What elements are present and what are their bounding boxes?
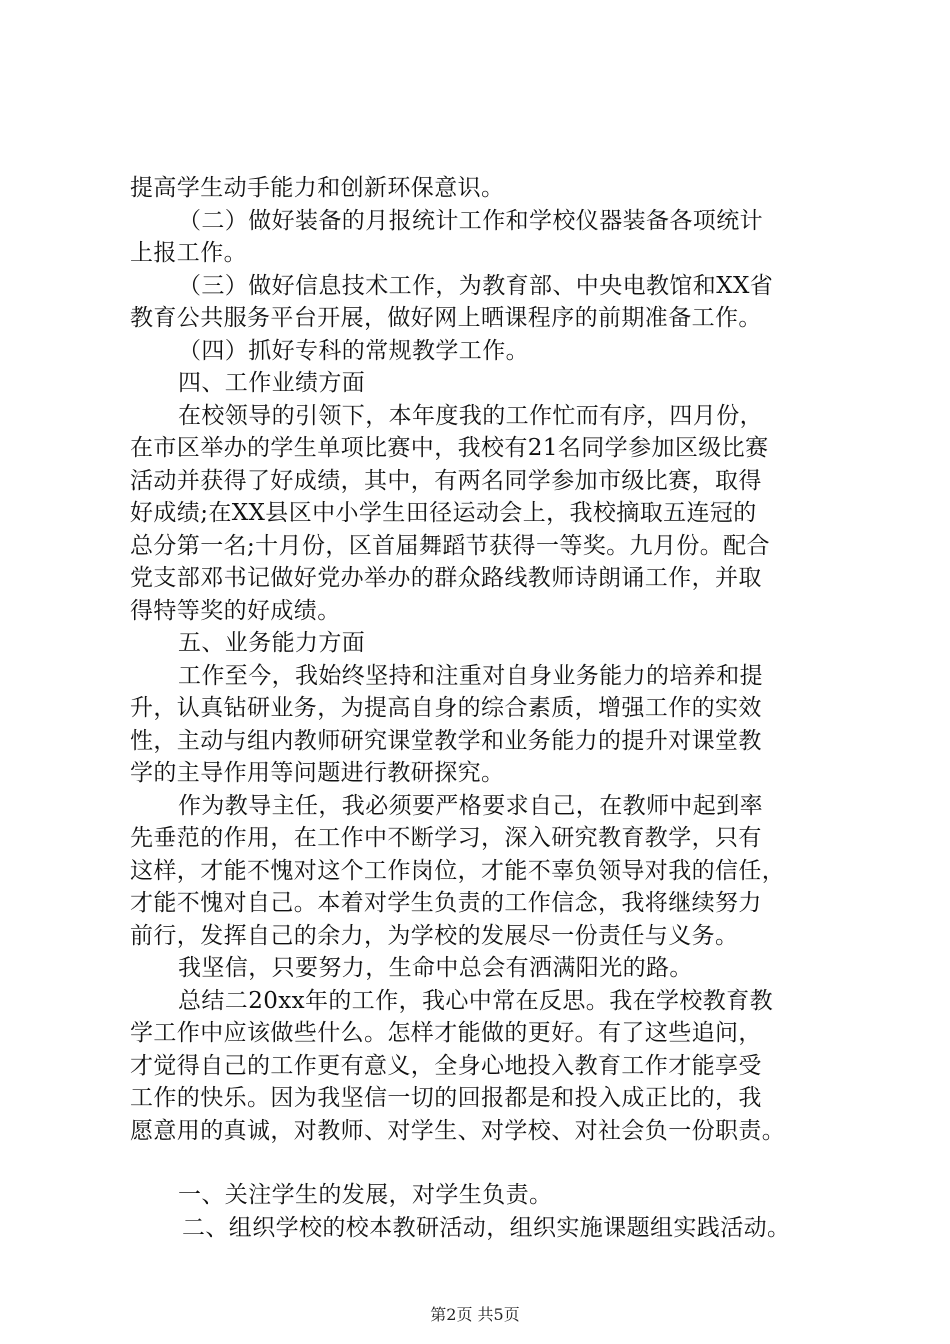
text-line: （二）做好装备的月报统计工作和学校仪器装备各项统计 xyxy=(178,207,763,234)
text-line: 学的主导作用等问题进行教研探究。 xyxy=(130,760,505,786)
text-line: 总分第一名;十月份，区首届舞蹈节获得一等奖。九月份。配合 xyxy=(130,532,770,559)
text-line: 四、工作业绩方面 xyxy=(178,370,366,396)
text-line: 总结二20xx年的工作，我心中常在反思。我在学校教育教 xyxy=(178,987,774,1014)
text-line: 升，认真钻研业务，为提高自身的综合素质，增强工作的实效 xyxy=(130,695,762,721)
list-item-one: 一、关注学生的发展，对学生负责。 xyxy=(178,1182,553,1208)
text-line: 党支部邓书记做好党办举办的群众路线教师诗朗诵工作，并取 xyxy=(130,565,762,591)
page-number: 第2页 共5页 xyxy=(430,1305,520,1324)
text-line: 教育公共服务平台开展，做好网上晒课程序的前期准备工作。 xyxy=(130,305,762,331)
text-line: 上报工作。 xyxy=(130,240,247,266)
text-line: 我坚信，只要努力，生命中总会有洒满阳光的路。 xyxy=(178,955,693,981)
text-line: 性，主动与组内教师研究课堂教学和业务能力的提升对课堂教 xyxy=(130,727,762,754)
text-line: 工作的快乐。因为我坚信一切的回报都是和投入成正比的，我 xyxy=(130,1085,762,1111)
blank-line xyxy=(130,1147,855,1179)
text-line: 愿意用的真诚，对教师、对学生、对学校、对社会负一份职责。 xyxy=(130,1117,786,1144)
text-line: 得特等奖的好成绩。 xyxy=(130,597,341,624)
text-line: 作为教导主任，我必须要严格要求自己，在教师中起到率 xyxy=(178,792,763,819)
text-line: （四）抓好专科的常规教学工作。 xyxy=(178,337,529,364)
text-line: 这样，才能不愧对这个工作岗位，才能不辜负领导对我的信任， xyxy=(130,857,786,884)
text-line: 才能不愧对自己。本着对学生负责的工作信念，我将继续努力 xyxy=(130,890,762,916)
text-line: 提高学生动手能力和创新环保意识。 xyxy=(130,175,505,201)
text-line: 在市区举办的学生单项比赛中，我校有21名同学参加区级比赛 xyxy=(130,435,769,461)
text-line: 才觉得自己的工作更有意义，全身心地投入教育工作才能享受 xyxy=(130,1052,762,1079)
text-line: 五、业务能力方面 xyxy=(178,630,366,656)
text-line: 活动并获得了好成绩，其中，有两名同学参加市级比赛，取得 xyxy=(130,467,762,494)
text-line: 好成绩;在XX县区中小学生田径运动会上，我校摘取五连冠的 xyxy=(130,500,757,526)
list-item-two: 二、组织学校的校本教研活动，组织实施课题组实践活动。 xyxy=(182,1214,791,1241)
text-line: （三）做好信息技术工作，为教育部、中央电教馆和XX省 xyxy=(178,272,774,299)
paragraph-block xyxy=(130,172,855,1147)
text-line: 学工作中应该做些什么。怎样才能做的更好。有了这些追问， xyxy=(130,1020,762,1046)
text-line: 在校领导的引领下，本年度我的工作忙而有序，四月份， xyxy=(178,402,763,429)
text-line: 工作至今，我始终坚持和注重对自身业务能力的培养和提 xyxy=(178,662,763,689)
text-line: 先垂范的作用，在工作中不断学习，深入研究教育教学，只有 xyxy=(130,825,762,851)
text-line: 前行，发挥自己的余力，为学校的发展尽一份责任与义务。 xyxy=(130,922,739,949)
document-body xyxy=(130,172,855,1244)
